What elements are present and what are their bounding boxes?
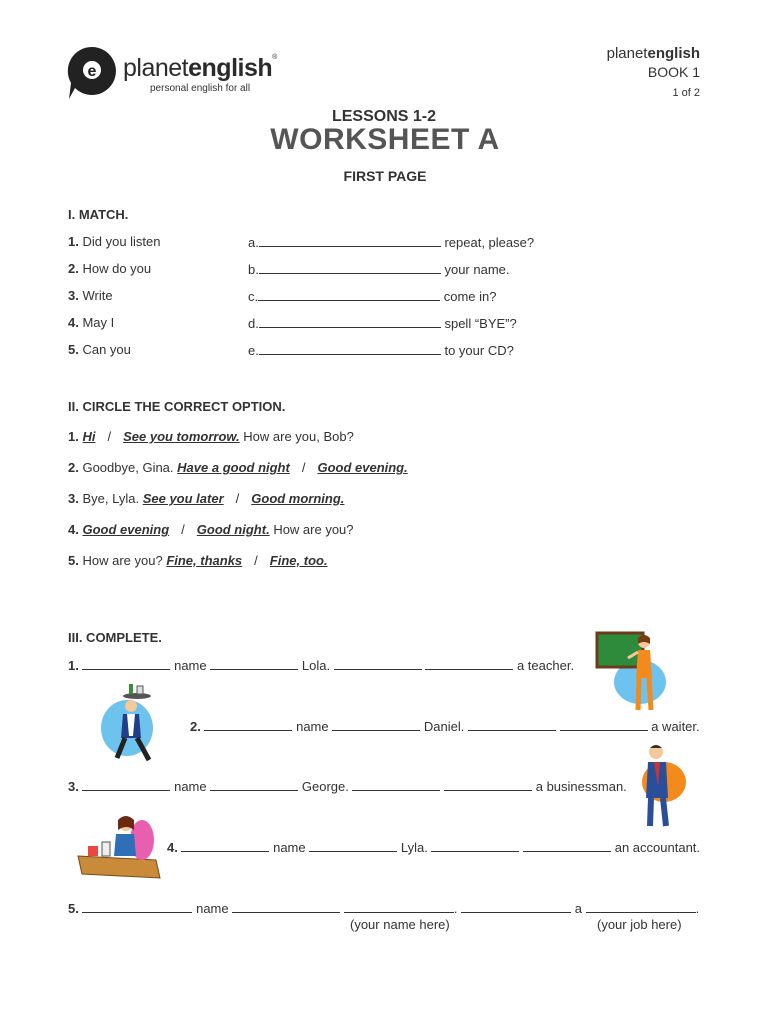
circle-item: 4. Good evening / Good night. How are you?: [68, 522, 354, 537]
answer-blank[interactable]: [82, 778, 170, 791]
complete-item: 4. name Lyla. an accountant.: [167, 840, 701, 855]
match-left-item: 4. May I: [68, 315, 115, 330]
svg-text:e: e: [87, 63, 97, 80]
answer-blank[interactable]: [181, 839, 269, 852]
your-job-hint: (your job here): [597, 917, 682, 932]
complete-heading: III. COMPLETE.: [68, 630, 162, 645]
answer-blank[interactable]: [259, 315, 441, 328]
circle-item: 3. Bye, Lyla. See you later / Good morning.: [68, 491, 345, 506]
your-name-blank[interactable]: [344, 900, 454, 913]
businessman-illustration: [642, 742, 690, 830]
match-right-item: d. spell “BYE”?: [248, 316, 517, 331]
answer-blank[interactable]: [259, 342, 441, 355]
your-name-hint: (your name here): [350, 917, 450, 932]
your-job-blank[interactable]: [586, 900, 696, 913]
answer-blank[interactable]: [204, 718, 292, 731]
answer-blank[interactable]: [523, 839, 611, 852]
match-right-item: a. repeat, please?: [248, 235, 535, 250]
answer-blank[interactable]: [334, 657, 422, 670]
option-2[interactable]: See you tomorrow.: [123, 429, 240, 444]
answer-blank[interactable]: [232, 900, 340, 913]
brand-tagline: personal english for all: [150, 83, 251, 94]
brand-name: planetenglish®: [123, 54, 277, 82]
answer-blank[interactable]: [309, 839, 397, 852]
option-2[interactable]: Good night.: [196, 522, 270, 537]
page-subtitle: FIRST PAGE: [343, 168, 427, 184]
complete-item: 5. name . a .: [68, 901, 700, 916]
answer-blank[interactable]: [468, 718, 556, 731]
option-1[interactable]: Hi: [82, 429, 96, 444]
circle-item: 1. Hi / See you tomorrow. How are you, Bob?: [68, 429, 354, 444]
answer-blank[interactable]: [210, 657, 298, 670]
teacher-illustration: [594, 630, 674, 715]
answer-blank[interactable]: [332, 718, 420, 731]
answer-blank[interactable]: [461, 900, 571, 913]
complete-item: 1. name Lola. a teacher.: [68, 658, 575, 673]
option-2[interactable]: Fine, too.: [269, 553, 328, 568]
accountant-illustration: [76, 812, 164, 880]
answer-blank[interactable]: [444, 778, 532, 791]
match-left-item: 1. Did you listen: [68, 234, 161, 249]
answer-blank[interactable]: [425, 657, 513, 670]
match-left-item: 3. Write: [68, 288, 113, 303]
answer-blank[interactable]: [259, 261, 441, 274]
match-left-item: 2. How do you: [68, 261, 152, 276]
waiter-illustration: [99, 678, 169, 766]
logo-e-icon: [66, 45, 118, 101]
worksheet-title: WORKSHEET A: [270, 123, 500, 156]
option-1[interactable]: See you later: [142, 491, 224, 506]
answer-blank[interactable]: [259, 234, 441, 247]
option-1[interactable]: Fine, thanks: [166, 553, 243, 568]
match-heading: I. MATCH.: [68, 207, 129, 222]
answer-blank[interactable]: [82, 657, 170, 670]
option-1[interactable]: Good evening: [82, 522, 170, 537]
answer-blank[interactable]: [210, 778, 298, 791]
match-right-item: e. to your CD?: [248, 343, 514, 358]
header-brand: planetenglish: [606, 45, 700, 62]
lessons-heading: LESSONS 1-2: [331, 108, 437, 125]
answer-blank[interactable]: [352, 778, 440, 791]
circle-item: 5. How are you? Fine, thanks / Fine, too.: [68, 553, 328, 568]
answer-blank[interactable]: [258, 288, 440, 301]
answer-blank[interactable]: [560, 718, 648, 731]
answer-blank[interactable]: [82, 900, 192, 913]
complete-item: 2. name Daniel. a waiter.: [190, 719, 700, 734]
match-right-item: b. your name.: [248, 262, 510, 277]
complete-item: 3. name George. a businessman.: [68, 779, 627, 794]
option-1[interactable]: Have a good night: [177, 460, 290, 475]
option-2[interactable]: Good morning.: [251, 491, 345, 506]
circle-heading: II. CIRCLE THE CORRECT OPTION.: [68, 399, 286, 414]
match-right-item: c. come in?: [248, 289, 497, 304]
option-2[interactable]: Good evening.: [317, 460, 408, 475]
page-number: 1 of 2: [672, 87, 700, 99]
circle-item: 2. Goodbye, Gina. Have a good night / Good evening.: [68, 460, 408, 475]
book-label: BOOK 1: [647, 64, 700, 80]
answer-blank[interactable]: [431, 839, 519, 852]
match-left-item: 5. Can you: [68, 342, 131, 357]
